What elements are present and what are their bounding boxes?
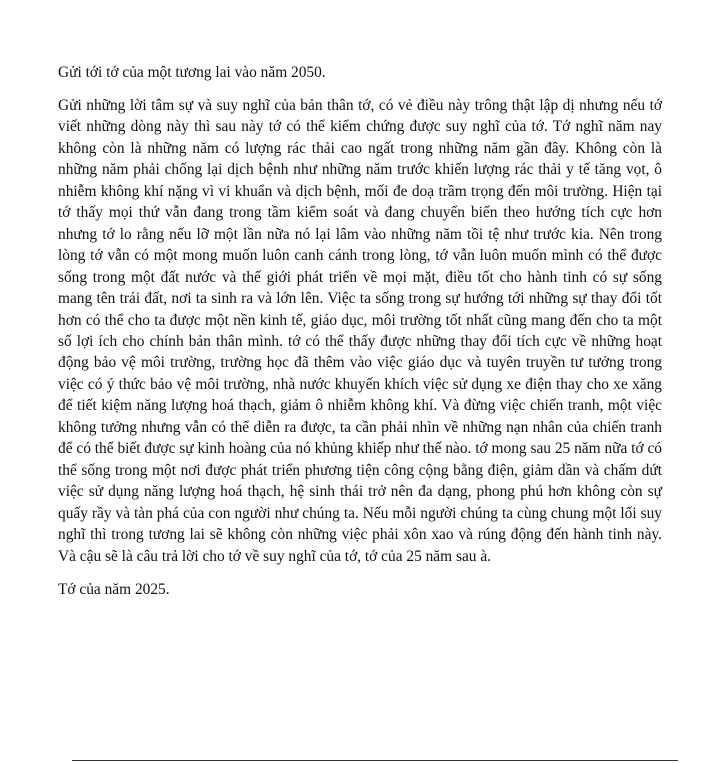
letter-document bbox=[58, 62, 662, 600]
letter-body: Gửi những lời tâm sự và suy nghĩ của bản thân tớ, có vẻ điều này trông thật lập dị nhưng nếu tớ viết những dòng này thì sau này tớ có thể kiểm chứng được suy nghĩ của tớ. Tớ nghĩ năm nay không còn là những năm có lượng rác thải cao ngất trong những năm gần đây. Không còn là những năm phải chống lại dịch bệnh như những năm trước khiến lượng rác thải y tế tăng vọt, ô nhiễm không khí nặng vì vi khuẩn và dịch bệnh, mối đe doạ trầm trọng đến môi trường. Hiện tại tớ thấy mọi thứ vẫn đang trong tầm kiểm soát và đang chuyển biến theo hướng tích cực hơn nhưng tớ lo rằng nếu lỡ một lần nữa nó lại lâm vào những năm tồi tệ như trước kia. Nên trong lòng tớ vẫn có một mong muốn luôn canh cánh trong lòng, tớ vẫn luôn muốn mình có thể được sống trong một đất nước và thế giới phát triển về mọi mặt, điều tốt cho hành tinh có sự sống mang tên trái đất, nơi ta sinh ra và lớn lên. Việc ta sống trong sự hướng tới những sự thay đổi tốt hơn có thể cho ta được một nền kinh tế, giáo dục, môi trường tốt nhất cũng mang đến cho ta một số lợi ích cho chính bản thân mình. tớ có thể thấy được những thay đổi tích cực về những hoạt động bảo vệ môi trường, trường học đã thêm vào việc giáo dục và tuyên truyền tư tưởng trong việc có ý thức bảo vệ môi trường, nhà nước khuyến khích việc sử dụng xe điện thay cho xe xăng để tiết kiệm năng lượng hoá thạch, giảm ô nhiễm không khí. Và đừng việc chiến tranh, một việc không tưởng nhưng vẫn có thể diễn ra được, ta cần phải nhìn về những nạn nhân của chiến tranh để có thể biết được sự kinh hoàng của nó khủng khiếp như thế nào. tớ mong sau 25 năm nữa tớ có thể sống trong một nơi được phát triển phương tiện công cộng bằng điện, giảm dần và chấm dứt việc sử dụng năng lượng hoá thạch, hệ sinh thái trở nên đa dạng, phong phú hơn không còn sự quấy rầy và tàn phá của con người như chúng ta. Nếu mỗi người chúng ta cùng chung một lối suy nghĩ thì trong tương lai sẽ không còn những việc phải xôn xao và rúng động đến hành tinh này. Và cậu sẽ là câu trả lời cho tớ về suy nghĩ của tớ, tớ của 25 năm sau à. bbox=[58, 97, 662, 565]
letter-signoff: Tớ của năm 2025. bbox=[58, 580, 170, 598]
letter-greeting: Gửi tới tớ của một tương lai vào năm 2050. bbox=[58, 64, 326, 81]
footer-rule bbox=[72, 760, 678, 761]
